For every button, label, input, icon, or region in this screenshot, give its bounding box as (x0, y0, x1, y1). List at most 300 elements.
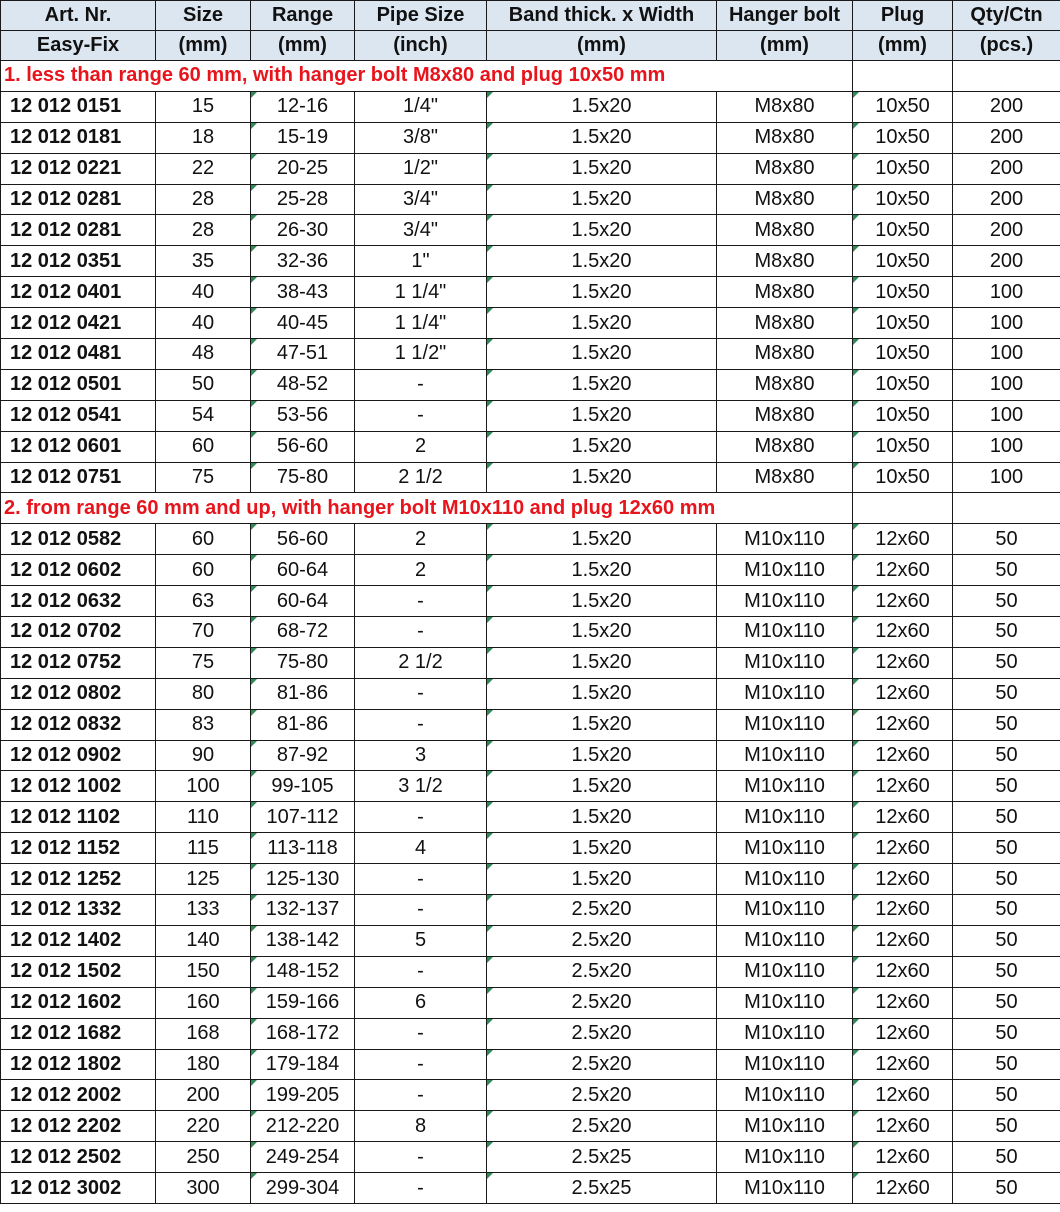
table-row (1, 1173, 1060, 1204)
pipe-size-cell: 1/4" (355, 91, 487, 122)
plug-cell: 12x60 (853, 740, 953, 771)
size-cell: 70 (156, 617, 251, 648)
art-nr-cell: 12 012 2502 (1, 1142, 156, 1173)
section-empty-cell (953, 493, 1060, 524)
art-nr-cell: 12 012 0481 (1, 339, 156, 370)
range-cell: 60-64 (251, 555, 355, 586)
qty-cell: 100 (953, 339, 1060, 370)
plug-cell: 10x50 (853, 462, 953, 493)
size-cell: 90 (156, 740, 251, 771)
pipe-size-cell: 1/2" (355, 153, 487, 184)
pipe-size-cell: - (355, 617, 487, 648)
plug-cell: 12x60 (853, 1142, 953, 1173)
qty-cell: 50 (953, 956, 1060, 987)
col-header-size: Size (156, 1, 251, 31)
plug-cell: 10x50 (853, 153, 953, 184)
table-row (1, 678, 1060, 709)
art-nr-cell: 12 012 0832 (1, 709, 156, 740)
hanger-bolt-cell: M8x80 (717, 400, 853, 431)
header-row-titles (1, 1, 1060, 31)
hanger-bolt-cell: M10x110 (717, 1142, 853, 1173)
qty-cell: 100 (953, 369, 1060, 400)
col-header-band: Band thick. x Width (487, 1, 717, 31)
table-row (1, 215, 1060, 246)
size-cell: 18 (156, 122, 251, 153)
range-cell: 26-30 (251, 215, 355, 246)
band-cell: 2.5x20 (487, 1111, 717, 1142)
table-row (1, 1142, 1060, 1173)
table-row (1, 987, 1060, 1018)
range-cell: 32-36 (251, 246, 355, 277)
qty-cell: 100 (953, 277, 1060, 308)
size-cell: 35 (156, 246, 251, 277)
art-nr-cell: 12 012 3002 (1, 1173, 156, 1204)
art-nr-cell: 12 012 0902 (1, 740, 156, 771)
table-row (1, 153, 1060, 184)
band-cell: 1.5x20 (487, 833, 717, 864)
table-row (1, 647, 1060, 678)
qty-cell: 50 (953, 740, 1060, 771)
pipe-size-cell: - (355, 864, 487, 895)
plug-cell: 10x50 (853, 400, 953, 431)
table-row (1, 91, 1060, 122)
range-cell: 249-254 (251, 1142, 355, 1173)
range-cell: 81-86 (251, 709, 355, 740)
hanger-bolt-cell: M8x80 (717, 277, 853, 308)
art-nr-cell: 12 012 0221 (1, 153, 156, 184)
table-row (1, 431, 1060, 462)
band-cell: 1.5x20 (487, 91, 717, 122)
qty-cell: 50 (953, 1018, 1060, 1049)
section-title: 1. less than range 60 mm, with hanger bolt M8x80 and plug 10x50 mm (1, 61, 853, 92)
range-cell: 60-64 (251, 586, 355, 617)
hanger-bolt-cell: M8x80 (717, 339, 853, 370)
hanger-bolt-cell: M10x110 (717, 987, 853, 1018)
table-row (1, 1080, 1060, 1111)
size-cell: 100 (156, 771, 251, 802)
size-cell: 60 (156, 524, 251, 555)
range-cell: 168-172 (251, 1018, 355, 1049)
hanger-bolt-cell: M8x80 (717, 91, 853, 122)
art-nr-cell: 12 012 0541 (1, 400, 156, 431)
pipe-size-cell: - (355, 1018, 487, 1049)
table-row (1, 1049, 1060, 1080)
size-cell: 48 (156, 339, 251, 370)
pipe-size-cell: 2 (355, 431, 487, 462)
hanger-bolt-cell: M8x80 (717, 308, 853, 339)
art-nr-cell: 12 012 1002 (1, 771, 156, 802)
plug-cell: 10x50 (853, 215, 953, 246)
qty-cell: 100 (953, 462, 1060, 493)
col-unit-art-nr: Easy-Fix (1, 31, 156, 61)
table-row (1, 122, 1060, 153)
art-nr-cell: 12 012 0281 (1, 215, 156, 246)
range-cell: 20-25 (251, 153, 355, 184)
qty-cell: 50 (953, 709, 1060, 740)
qty-cell: 50 (953, 555, 1060, 586)
band-cell: 2.5x25 (487, 1173, 717, 1204)
table-row (1, 246, 1060, 277)
hanger-bolt-cell: M8x80 (717, 431, 853, 462)
qty-cell: 50 (953, 1173, 1060, 1204)
range-cell: 25-28 (251, 184, 355, 215)
plug-cell: 12x60 (853, 925, 953, 956)
qty-cell: 50 (953, 925, 1060, 956)
art-nr-cell: 12 012 0632 (1, 586, 156, 617)
band-cell: 1.5x20 (487, 586, 717, 617)
qty-cell: 200 (953, 215, 1060, 246)
range-cell: 132-137 (251, 895, 355, 926)
col-header-hanger-bolt: Hanger bolt (717, 1, 853, 31)
plug-cell: 10x50 (853, 339, 953, 370)
table-row (1, 802, 1060, 833)
hanger-bolt-cell: M10x110 (717, 647, 853, 678)
hanger-bolt-cell: M10x110 (717, 802, 853, 833)
pipe-size-cell: 8 (355, 1111, 487, 1142)
table-row (1, 400, 1060, 431)
plug-cell: 12x60 (853, 833, 953, 864)
art-nr-cell: 12 012 1602 (1, 987, 156, 1018)
plug-cell: 12x60 (853, 709, 953, 740)
range-cell: 75-80 (251, 462, 355, 493)
qty-cell: 200 (953, 246, 1060, 277)
band-cell: 1.5x20 (487, 709, 717, 740)
pipe-size-cell: - (355, 369, 487, 400)
qty-cell: 50 (953, 895, 1060, 926)
band-cell: 1.5x20 (487, 246, 717, 277)
pipe-size-cell: 2 (355, 555, 487, 586)
size-cell: 28 (156, 184, 251, 215)
plug-cell: 12x60 (853, 647, 953, 678)
plug-cell: 10x50 (853, 369, 953, 400)
col-header-pipe-size: Pipe Size (355, 1, 487, 31)
range-cell: 56-60 (251, 431, 355, 462)
size-cell: 80 (156, 678, 251, 709)
range-cell: 47-51 (251, 339, 355, 370)
art-nr-cell: 12 012 0181 (1, 122, 156, 153)
pipe-size-cell: - (355, 586, 487, 617)
qty-cell: 100 (953, 431, 1060, 462)
art-nr-cell: 12 012 0601 (1, 431, 156, 462)
plug-cell: 12x60 (853, 864, 953, 895)
band-cell: 2.5x20 (487, 1018, 717, 1049)
hanger-bolt-cell: M10x110 (717, 524, 853, 555)
range-cell: 113-118 (251, 833, 355, 864)
plug-cell: 12x60 (853, 895, 953, 926)
table-row (1, 308, 1060, 339)
range-cell: 56-60 (251, 524, 355, 555)
hanger-bolt-cell: M8x80 (717, 122, 853, 153)
section-title: 2. from range 60 mm and up, with hanger bolt M10x110 and plug 12x60 mm (1, 493, 853, 524)
band-cell: 1.5x20 (487, 215, 717, 246)
size-cell: 115 (156, 833, 251, 864)
qty-cell: 200 (953, 122, 1060, 153)
qty-cell: 50 (953, 617, 1060, 648)
pipe-size-cell: 2 1/2 (355, 462, 487, 493)
size-cell: 63 (156, 586, 251, 617)
hanger-bolt-cell: M10x110 (717, 895, 853, 926)
table-row (1, 462, 1060, 493)
band-cell: 1.5x20 (487, 802, 717, 833)
band-cell: 1.5x20 (487, 277, 717, 308)
table-row (1, 555, 1060, 586)
size-cell: 250 (156, 1142, 251, 1173)
pipe-size-cell: 2 (355, 524, 487, 555)
plug-cell: 10x50 (853, 122, 953, 153)
range-cell: 87-92 (251, 740, 355, 771)
pipe-size-cell: - (355, 1173, 487, 1204)
table-row (1, 1111, 1060, 1142)
section-row-2 (1, 493, 1060, 524)
plug-cell: 12x60 (853, 524, 953, 555)
qty-cell: 50 (953, 524, 1060, 555)
qty-cell: 50 (953, 771, 1060, 802)
band-cell: 1.5x20 (487, 184, 717, 215)
size-cell: 110 (156, 802, 251, 833)
band-cell: 1.5x20 (487, 617, 717, 648)
pipe-size-cell: 3 1/2 (355, 771, 487, 802)
range-cell: 212-220 (251, 1111, 355, 1142)
pipe-size-cell: 1 1/4" (355, 308, 487, 339)
qty-cell: 50 (953, 647, 1060, 678)
pipe-size-cell: 3/8" (355, 122, 487, 153)
range-cell: 148-152 (251, 956, 355, 987)
col-unit-pipe-size: (inch) (355, 31, 487, 61)
hanger-bolt-cell: M8x80 (717, 369, 853, 400)
hanger-bolt-cell: M10x110 (717, 925, 853, 956)
band-cell: 2.5x20 (487, 1080, 717, 1111)
col-header-art-nr: Art. Nr. (1, 1, 156, 31)
pipe-size-cell: - (355, 956, 487, 987)
size-cell: 220 (156, 1111, 251, 1142)
plug-cell: 12x60 (853, 1049, 953, 1080)
size-cell: 60 (156, 555, 251, 586)
plug-cell: 12x60 (853, 617, 953, 648)
band-cell: 2.5x20 (487, 987, 717, 1018)
plug-cell: 12x60 (853, 771, 953, 802)
range-cell: 138-142 (251, 925, 355, 956)
art-nr-cell: 12 012 2002 (1, 1080, 156, 1111)
plug-cell: 12x60 (853, 1111, 953, 1142)
plug-cell: 10x50 (853, 308, 953, 339)
art-nr-cell: 12 012 1102 (1, 802, 156, 833)
section-empty-cell (853, 61, 953, 92)
plug-cell: 12x60 (853, 956, 953, 987)
pipe-size-cell: - (355, 1080, 487, 1111)
table-row (1, 833, 1060, 864)
art-nr-cell: 12 012 1802 (1, 1049, 156, 1080)
col-unit-band: (mm) (487, 31, 717, 61)
size-cell: 22 (156, 153, 251, 184)
qty-cell: 200 (953, 153, 1060, 184)
band-cell: 1.5x20 (487, 524, 717, 555)
art-nr-cell: 12 012 0582 (1, 524, 156, 555)
hanger-bolt-cell: M8x80 (717, 215, 853, 246)
qty-cell: 50 (953, 1049, 1060, 1080)
art-nr-cell: 12 012 0702 (1, 617, 156, 648)
range-cell: 179-184 (251, 1049, 355, 1080)
art-nr-cell: 12 012 0151 (1, 91, 156, 122)
art-nr-cell: 12 012 0281 (1, 184, 156, 215)
pipe-size-cell: - (355, 1142, 487, 1173)
art-nr-cell: 12 012 1252 (1, 864, 156, 895)
hanger-bolt-cell: M10x110 (717, 586, 853, 617)
hanger-bolt-cell: M10x110 (717, 1049, 853, 1080)
art-nr-cell: 12 012 1502 (1, 956, 156, 987)
band-cell: 1.5x20 (487, 431, 717, 462)
band-cell: 1.5x20 (487, 339, 717, 370)
hanger-bolt-cell: M8x80 (717, 184, 853, 215)
band-cell: 1.5x20 (487, 122, 717, 153)
size-cell: 200 (156, 1080, 251, 1111)
range-cell: 99-105 (251, 771, 355, 802)
table-row (1, 771, 1060, 802)
qty-cell: 200 (953, 184, 1060, 215)
hanger-bolt-cell: M8x80 (717, 246, 853, 277)
hanger-bolt-cell: M10x110 (717, 1018, 853, 1049)
table-header (1, 1, 1060, 61)
pipe-size-cell: 6 (355, 987, 487, 1018)
pipe-size-cell: 4 (355, 833, 487, 864)
range-cell: 68-72 (251, 617, 355, 648)
table-row (1, 1018, 1060, 1049)
band-cell: 2.5x20 (487, 1049, 717, 1080)
col-header-plug: Plug (853, 1, 953, 31)
band-cell: 1.5x20 (487, 771, 717, 802)
table-row (1, 956, 1060, 987)
range-cell: 107-112 (251, 802, 355, 833)
plug-cell: 12x60 (853, 1080, 953, 1111)
pipe-size-cell: 2 1/2 (355, 647, 487, 678)
art-nr-cell: 12 012 0751 (1, 462, 156, 493)
hanger-bolt-cell: M10x110 (717, 1173, 853, 1204)
qty-cell: 50 (953, 1142, 1060, 1173)
pipe-size-cell: - (355, 1049, 487, 1080)
band-cell: 2.5x20 (487, 925, 717, 956)
art-nr-cell: 12 012 0501 (1, 369, 156, 400)
section-empty-cell (953, 61, 1060, 92)
qty-cell: 50 (953, 1111, 1060, 1142)
col-header-range: Range (251, 1, 355, 31)
plug-cell: 10x50 (853, 91, 953, 122)
pipe-size-cell: - (355, 678, 487, 709)
size-cell: 50 (156, 369, 251, 400)
table-row (1, 864, 1060, 895)
band-cell: 1.5x20 (487, 369, 717, 400)
hanger-bolt-cell: M10x110 (717, 740, 853, 771)
size-cell: 83 (156, 709, 251, 740)
col-header-qty: Qty/Ctn (953, 1, 1060, 31)
size-cell: 300 (156, 1173, 251, 1204)
band-cell: 1.5x20 (487, 462, 717, 493)
qty-cell: 50 (953, 987, 1060, 1018)
band-cell: 1.5x20 (487, 647, 717, 678)
plug-cell: 12x60 (853, 678, 953, 709)
plug-cell: 12x60 (853, 555, 953, 586)
qty-cell: 50 (953, 802, 1060, 833)
range-cell: 12-16 (251, 91, 355, 122)
band-cell: 1.5x20 (487, 400, 717, 431)
size-cell: 28 (156, 215, 251, 246)
art-nr-cell: 12 012 1332 (1, 895, 156, 926)
table-row (1, 369, 1060, 400)
pipe-size-cell: - (355, 400, 487, 431)
range-cell: 40-45 (251, 308, 355, 339)
col-unit-size: (mm) (156, 31, 251, 61)
col-unit-range: (mm) (251, 31, 355, 61)
art-nr-cell: 12 012 2202 (1, 1111, 156, 1142)
art-nr-cell: 12 012 0752 (1, 647, 156, 678)
plug-cell: 10x50 (853, 246, 953, 277)
size-cell: 180 (156, 1049, 251, 1080)
range-cell: 15-19 (251, 122, 355, 153)
art-nr-cell: 12 012 0602 (1, 555, 156, 586)
col-unit-qty: (pcs.) (953, 31, 1060, 61)
art-nr-cell: 12 012 0802 (1, 678, 156, 709)
pipe-size-cell: 3/4" (355, 184, 487, 215)
size-cell: 40 (156, 308, 251, 339)
qty-cell: 200 (953, 91, 1060, 122)
band-cell: 2.5x25 (487, 1142, 717, 1173)
table-row (1, 925, 1060, 956)
range-cell: 125-130 (251, 864, 355, 895)
table-row (1, 617, 1060, 648)
art-nr-cell: 12 012 0351 (1, 246, 156, 277)
hanger-bolt-cell: M10x110 (717, 678, 853, 709)
table-row (1, 740, 1060, 771)
band-cell: 2.5x20 (487, 895, 717, 926)
art-nr-cell: 12 012 1682 (1, 1018, 156, 1049)
table-row (1, 895, 1060, 926)
art-nr-cell: 12 012 0421 (1, 308, 156, 339)
hanger-bolt-cell: M10x110 (717, 617, 853, 648)
hanger-bolt-cell: M10x110 (717, 1111, 853, 1142)
qty-cell: 50 (953, 864, 1060, 895)
hanger-bolt-cell: M10x110 (717, 833, 853, 864)
qty-cell: 50 (953, 586, 1060, 617)
size-cell: 40 (156, 277, 251, 308)
size-cell: 60 (156, 431, 251, 462)
plug-cell: 12x60 (853, 1173, 953, 1204)
pipe-size-cell: 3/4" (355, 215, 487, 246)
qty-cell: 100 (953, 400, 1060, 431)
size-cell: 125 (156, 864, 251, 895)
table-row (1, 339, 1060, 370)
size-cell: 150 (156, 956, 251, 987)
pipe-size-cell: 1" (355, 246, 487, 277)
plug-cell: 10x50 (853, 431, 953, 462)
range-cell: 159-166 (251, 987, 355, 1018)
range-cell: 53-56 (251, 400, 355, 431)
pipe-size-cell: 5 (355, 925, 487, 956)
range-cell: 75-80 (251, 647, 355, 678)
pipe-size-cell: 1 1/2" (355, 339, 487, 370)
art-nr-cell: 12 012 1152 (1, 833, 156, 864)
size-cell: 140 (156, 925, 251, 956)
hanger-bolt-cell: M10x110 (717, 709, 853, 740)
plug-cell: 12x60 (853, 586, 953, 617)
size-cell: 54 (156, 400, 251, 431)
size-cell: 133 (156, 895, 251, 926)
plug-cell: 12x60 (853, 1018, 953, 1049)
band-cell: 1.5x20 (487, 555, 717, 586)
band-cell: 2.5x20 (487, 956, 717, 987)
pipe-size-cell: - (355, 709, 487, 740)
size-cell: 168 (156, 1018, 251, 1049)
size-cell: 160 (156, 987, 251, 1018)
hanger-bolt-cell: M10x110 (717, 864, 853, 895)
col-unit-plug: (mm) (853, 31, 953, 61)
